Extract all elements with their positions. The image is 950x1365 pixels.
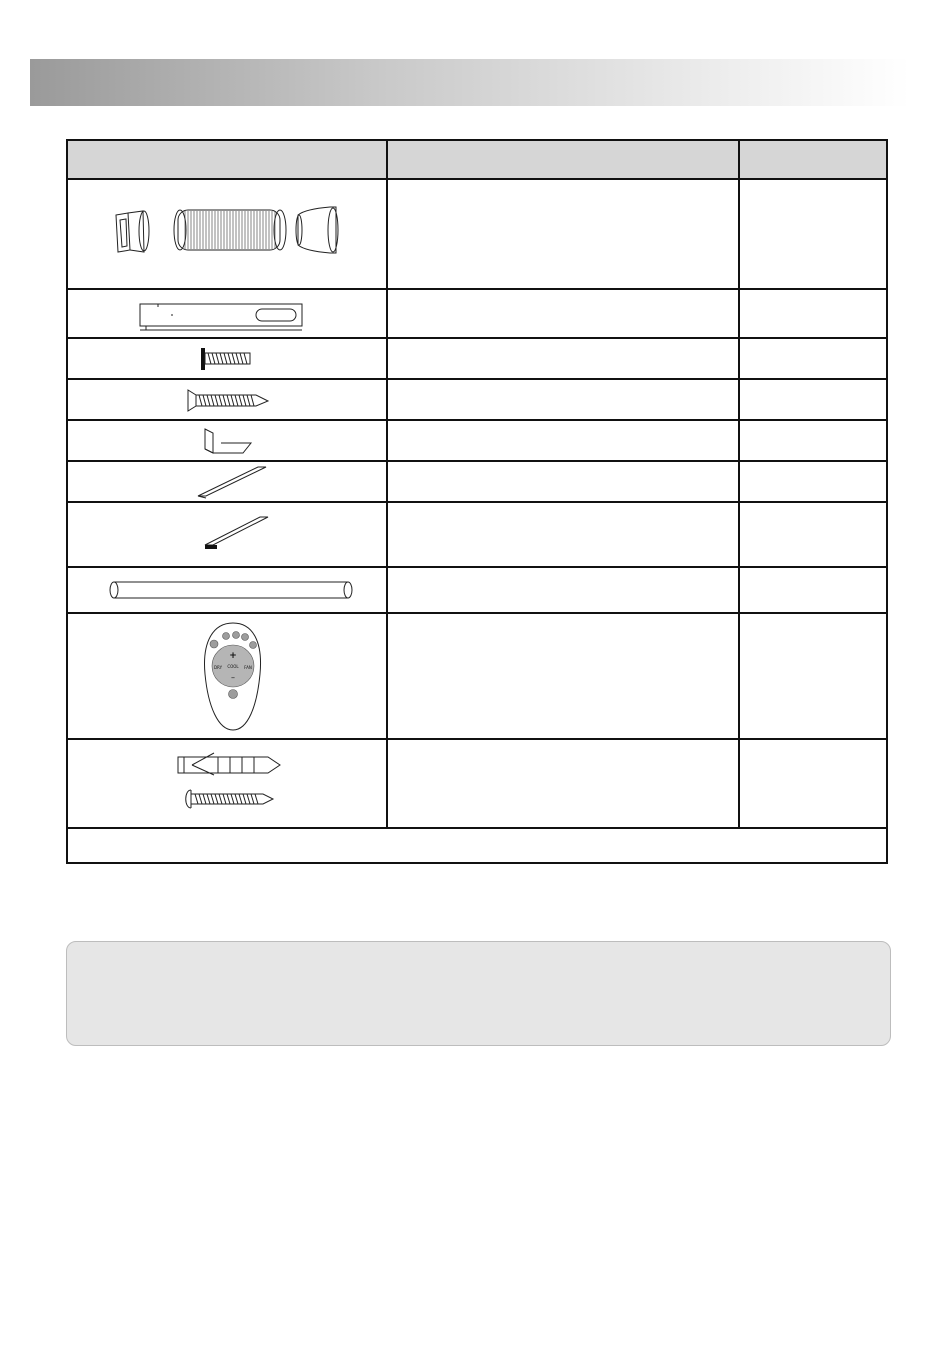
parts-table (66, 139, 888, 864)
column-header-qty (740, 141, 886, 178)
notice-box (66, 941, 891, 1046)
table-row (68, 180, 386, 288)
remote-minus-label: – (231, 673, 235, 682)
seal-strip-thick-icon (68, 503, 386, 566)
remote-dry-label: DRY (213, 665, 223, 670)
table-row (68, 462, 386, 501)
l-bracket-icon (68, 421, 386, 460)
table-divider (386, 141, 388, 829)
table-row (68, 290, 386, 337)
remote-control-icon (68, 614, 386, 738)
remote-cool-label: COOL (227, 664, 239, 669)
table-divider (738, 141, 740, 829)
seal-strip-thin-icon (68, 462, 386, 501)
bolt-icon (68, 339, 386, 378)
window-slider-bracket-icon (68, 290, 386, 337)
tapping-screw-icon (68, 380, 386, 419)
table-row (68, 614, 386, 738)
table-row (68, 740, 386, 827)
table-row (68, 568, 386, 612)
exhaust-hose-assembly-icon (68, 180, 386, 288)
remote-plus-label: + (229, 651, 237, 661)
table-row (68, 380, 386, 419)
column-header-part (68, 141, 386, 178)
column-header-name (388, 141, 738, 178)
remote-fan-label: FAN (244, 665, 252, 670)
table-row (68, 339, 386, 378)
anchor-and-screw-icon (68, 740, 386, 827)
table-row (68, 421, 386, 460)
section-header-bar (30, 59, 910, 106)
table-row (68, 503, 386, 566)
table-footer-note (68, 829, 886, 862)
drain-tube-icon (68, 568, 386, 612)
